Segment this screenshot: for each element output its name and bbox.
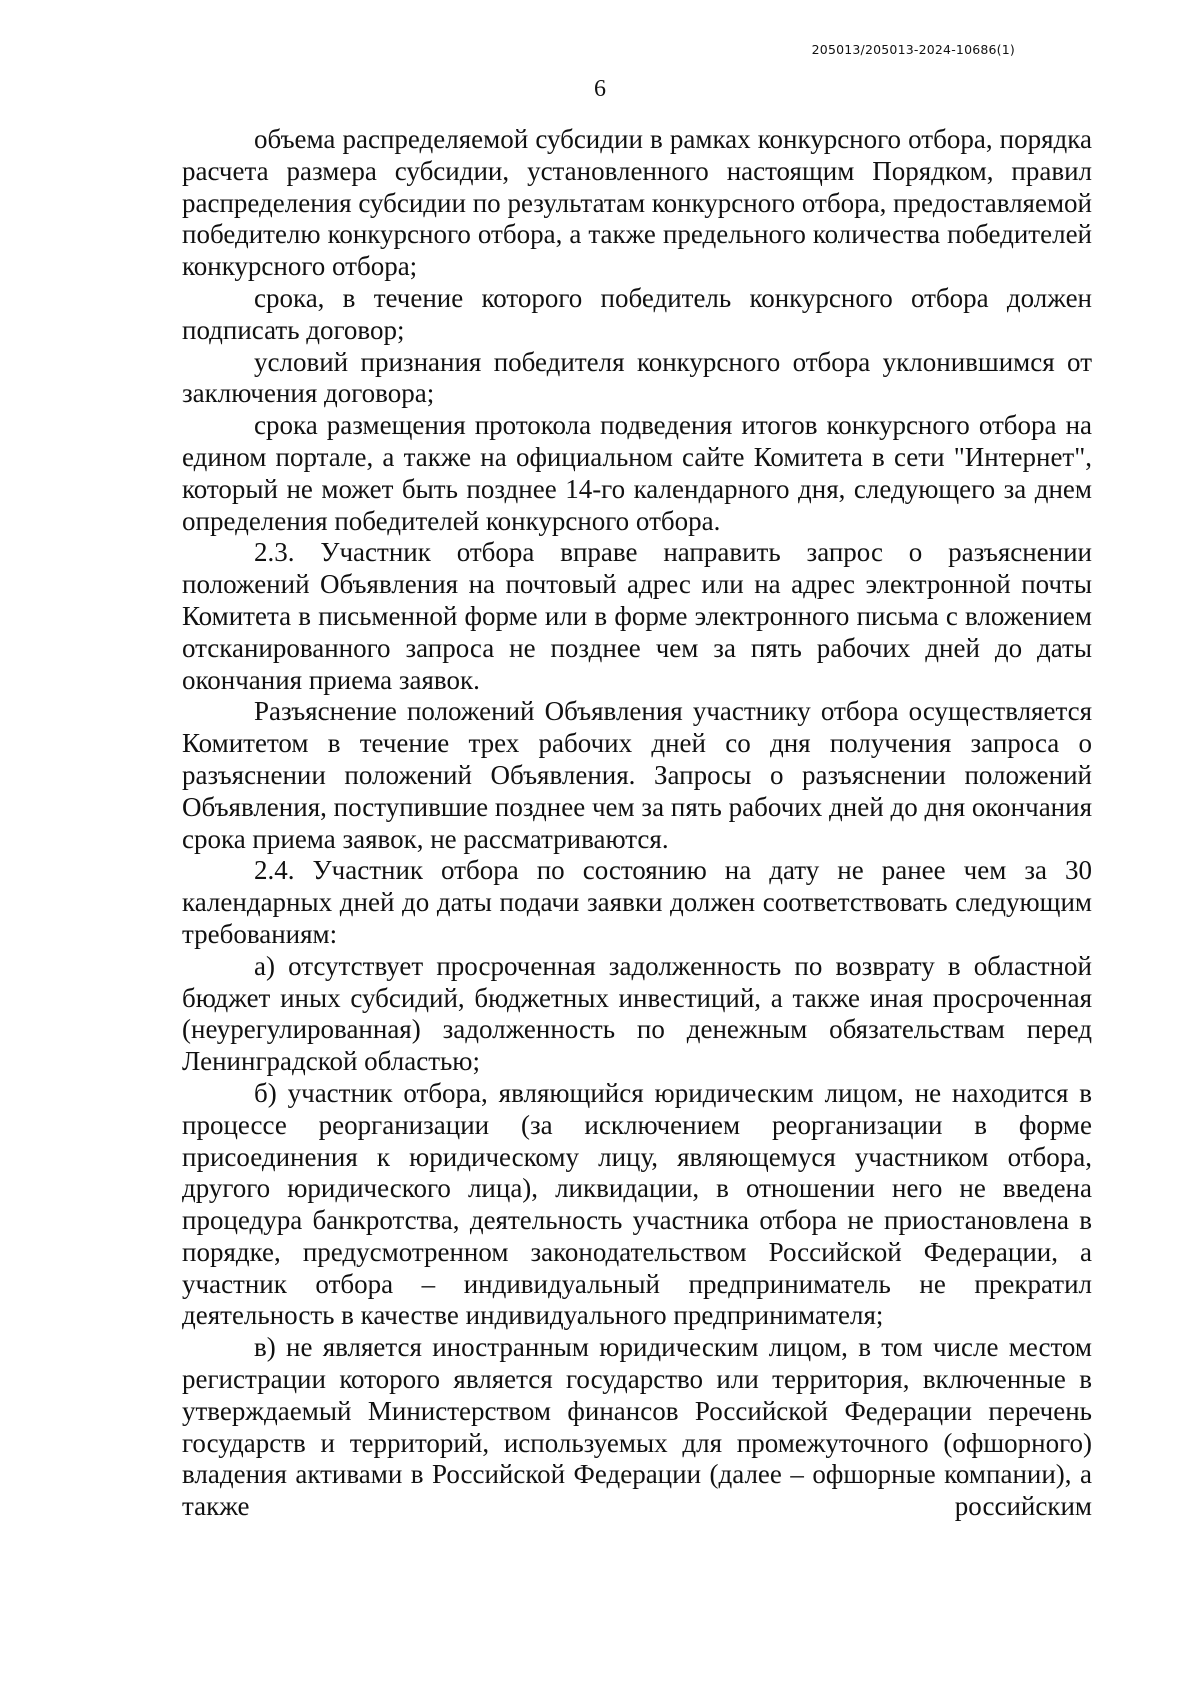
document-registration-number: 205013/205013-2024-10686(1) [811, 42, 1015, 57]
paragraph-requirement-a: а) отсутствует просроченная задолженность по возврату в областной бюджет иных субсидий, бюджетных инвестиций, а также иная просроченная (неурегулированная) задолженность по денежным обязательствам перед Ленинградской областью; [182, 950, 1092, 1077]
page-number: 6 [594, 76, 606, 102]
document-body [182, 124, 1092, 1523]
paragraph-2-4-participant-requirements: 2.4. Участник отбора по состоянию на дату не ранее чем за 30 календарных дней до даты подачи заявки должен соответствовать следующим требованиям: [182, 855, 1092, 949]
paragraph-2-3-clarification-request: 2.3. Участник отбора вправе направить запрос о разъяснении положений Объявления на почтовый адрес или на адрес электронной почты Комитета в письменной форме или в форме электронного письма с вложением отсканированного запроса не позднее чем за пять рабочих дней до даты окончания приема заявок. [182, 537, 1092, 695]
paragraph-evasion-conditions: условий признания победителя конкурсного отбора уклонившимся от заключения договора; [182, 346, 1092, 409]
paragraph-requirement-b: б) участник отбора, являющийся юридическим лицом, не находится в процессе реорганизации (за исключением реорганизации в форме присоединения к юридическому лицу, являющемуся участником отбора, другого юридического лица), ликвидации, в отношении него не введена процедура банкротства, деятельность участника отбора не приостановлена в порядке, предусмотренном законодательством Российской Федерации, а участник отбора – индивидуальный предприниматель не прекратил деятельность в качестве индивидуального предпринимателя; [182, 1077, 1092, 1331]
paragraph-requirement-v: в) не является иностранным юридическим лицом, в том числе местом регистрации которого является государство или территория, включенные в утверждаемый Министерством финансов Российской Федерации перечень государств и территорий, используемых для промежуточного (офшорного) владения активами в Российской Федерации (далее – офшорные компании), а также российским [182, 1332, 1092, 1522]
paragraph-contract-signing-term: срока, в течение которого победитель конкурсного отбора должен подписать договор; [182, 282, 1092, 345]
paragraph-clarification-procedure: Разъяснение положений Объявления участнику отбора осуществляется Комитетом в течение трех рабочих дней со дня получения запроса о разъяснении положений Объявления. Запросы о разъяснении положений Объявления, поступившие позднее чем за пять рабочих дней до дня окончания срока приема заявок, не рассматриваются. [182, 696, 1092, 854]
paragraph-subsidy-volume: объема распределяемой субсидии в рамках конкурсного отбора, порядка расчета размера субсидии, установленного настоящим Порядком, правил распределения субсидии по результатам конкурсного отбора, предоставляемой победителю конкурсного отбора, а также предельного количества победителей конкурсного отбора; [182, 124, 1092, 282]
paragraph-protocol-publication-term: срока размещения протокола подведения итогов конкурсного отбора на едином портале, а также на официальном сайте Комитета в сети "Интернет", который не может быть позднее 14-го календарного дня, следующего за днем определения победителей конкурсного отбора. [182, 410, 1092, 536]
